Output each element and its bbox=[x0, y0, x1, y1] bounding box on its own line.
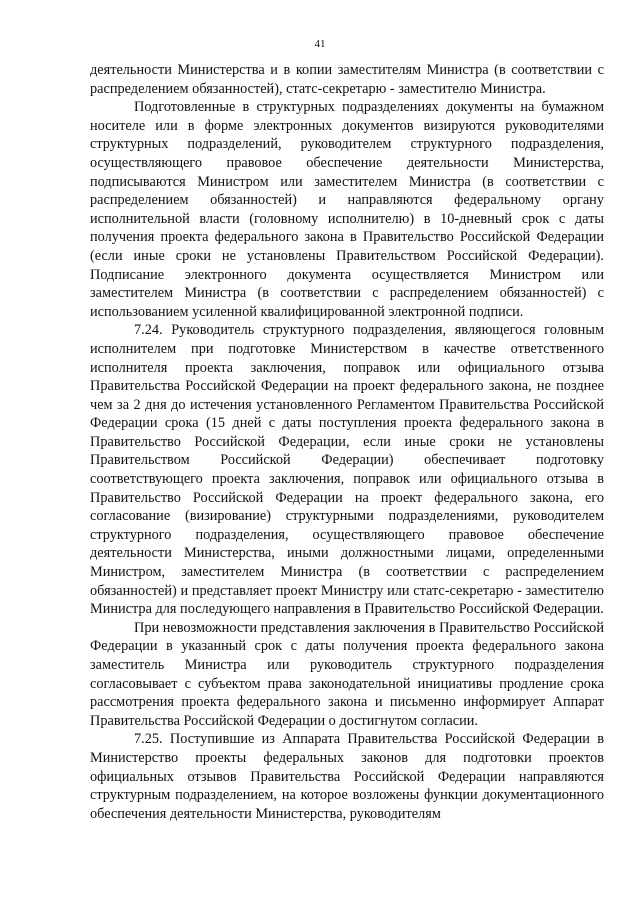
page-number: 41 bbox=[314, 38, 326, 50]
paragraph-continuation: деятельности Министерства и в копии заместителям Министра (в соответствии с распределением обязанностей), статс-секретарю - заместителю Министра. bbox=[90, 62, 604, 97]
document-body bbox=[90, 61, 604, 823]
paragraph-extension: При невозможности представления заключения в Правительство Российской Федерации в указанный срок с даты получения проекта федерального закона заместитель Министра или руководитель структурного подразделения согласовывает с субъектом права законодательной инициативы продление срока рассмотрения проекта федерального закона и письменно информирует Аппарат Правительства Российской Федерации о достигнутом согласии. bbox=[90, 619, 604, 729]
paragraph-7-25: 7.25. Поступившие из Аппарата Правительства Российской Федерации в Министерство проекты федеральных законов для подготовки проектов официальных отзывов Правительства Российской Федерации направляются структурным подразделением, на которое возложены функции документационного обеспечения деятельности Министерства, руководителям bbox=[90, 731, 604, 822]
paragraph-7-24: 7.24. Руководитель структурного подразделения, являющегося головным исполнителем при подготовке Министерством в качестве ответственного исполнителя проекта заключения, поправок или официального отзыва Правительства Российской Федерации на проект федерального закона, не позднее чем за 2 дня до истечения установленного Регламентом Правительства Российской Федерации срока (15 дней с даты поступления проекта федерального закона в Правительство Российской Федерации, если иные сроки не установлены Правительством Российской Федерации) обеспечивает подготовку соответствующего проекта заключения, поправок или официального отзыва в Правительство Российской Федерации на проект федерального закона, его согласование (визирование) структурными подразделениями, руководителем структурного подразделения, осуществляющего правовое обеспечение деятельности Министерства, иными должностными лицами, определенными Министром, заместителем Министра (в соответствии с распределением обязанностей) и представляет проект Министру или статс-секретарю - заместителю Министра для последующего направления в Правительство Российской Федерации. bbox=[90, 322, 604, 618]
paragraph-approval: Подготовленные в структурных подразделениях документы на бумажном носителе или в форме электронных документов визируются руководителями структурных подразделений, руководителем структурного подразделения, осуществляющего правовое обеспечение деятельности Министерства, подписываются Министром или заместителем Министра (в соответствии с распределением обязанностей) и направляются федеральному органу исполнительной власти (головному исполнителю) в 10-дневный срок с даты получения проекта федерального закона в Правительство Российской Федерации (если иные сроки не установлены Правительством Российской Федерации). Подписание электронного документа осуществляется Министром или заместителем Министра (в соответствии с распределением обязанностей) с использованием усиленной квалифицированной электронной подписи. bbox=[90, 99, 604, 320]
